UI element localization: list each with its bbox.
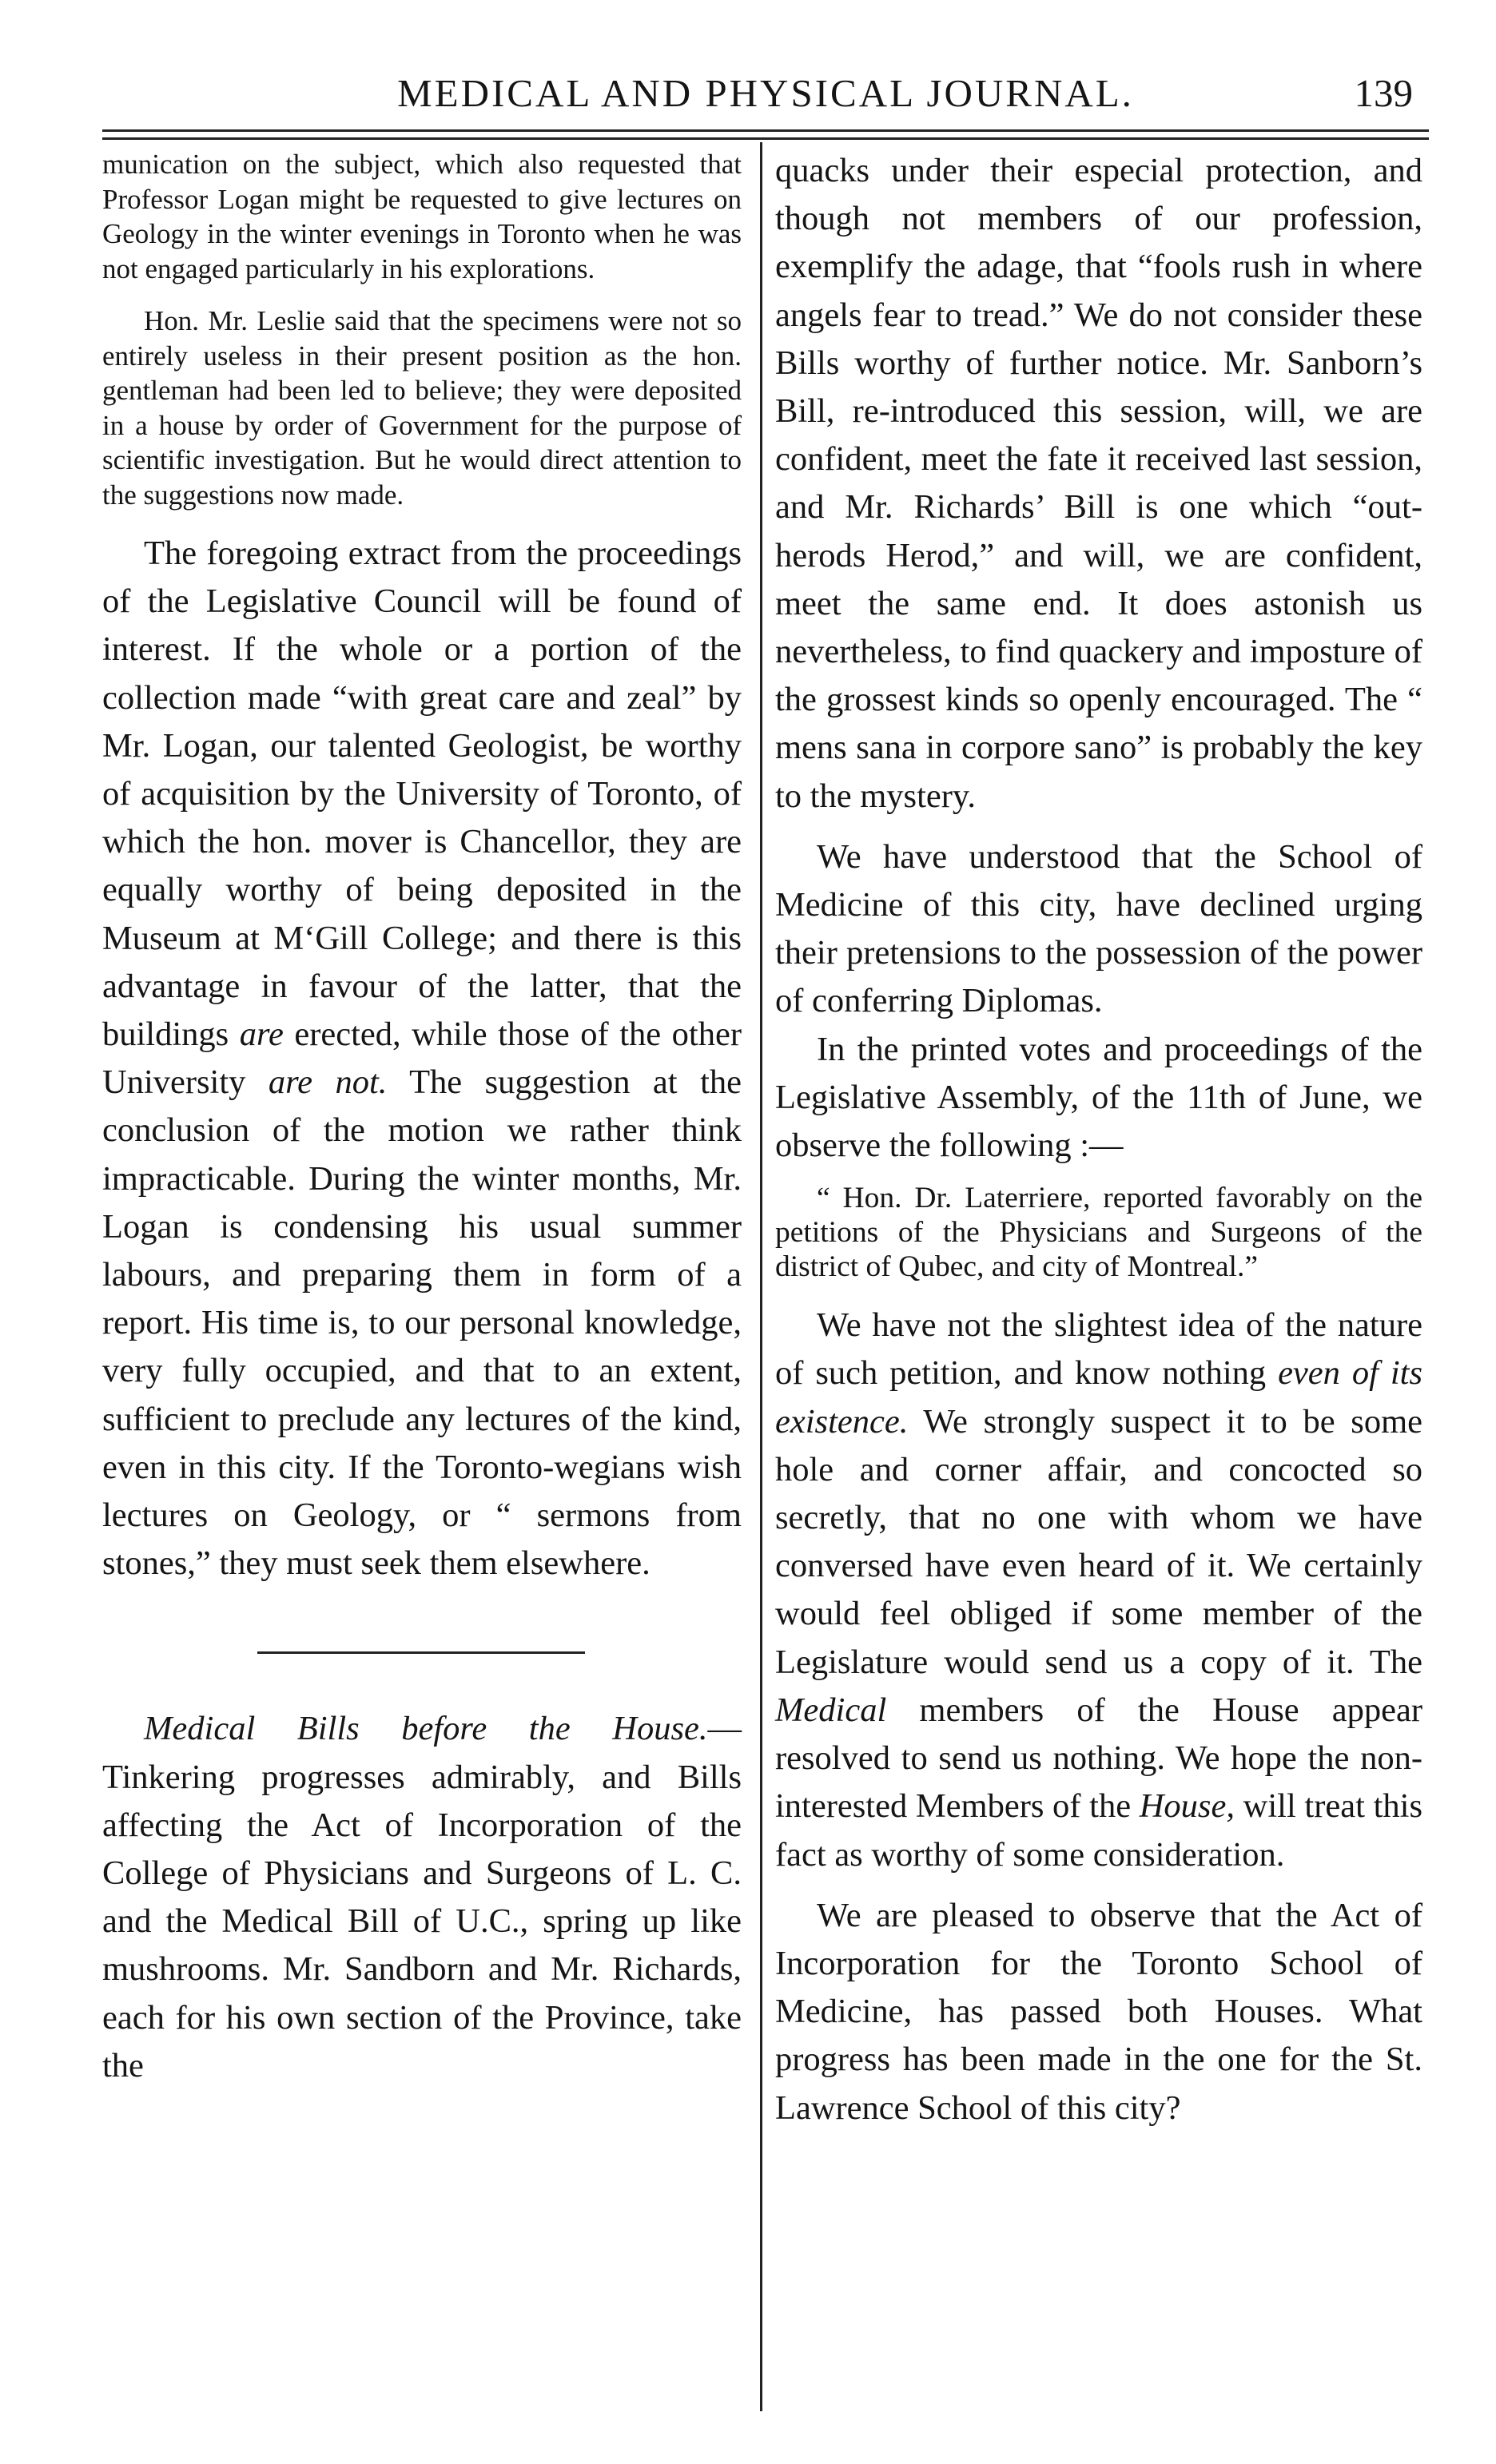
- emphasis-existence: even of its existence.: [775, 1354, 1422, 1441]
- editorial-geology-text-3: The suggestion at the conclusion of the motion we rather think impracticable. During the winter months, Mr. Logan is condensing his usual summer labours, and preparing them in form of a report. His time is, to our personal knowledge, very fully occupied, and that to an extent, sufficient to preclude any lectures of the kind, even in this city. If the Toronto-wegians wish lectures on Geology, or “ sermons from stones,” they must seek them elsewhere.: [102, 1063, 742, 1583]
- running-title: MEDICAL AND PHYSICAL JOURNAL.: [397, 71, 1134, 115]
- incorporation-paragraph: We are pleased to observe that the Act of Incorporation for the Toronto School of Medicine, has passed both Houses. What progress has been made in the one for the St. Lawrence School of this city?: [775, 1896, 1422, 2127]
- votes-proceedings-paragraph: In the printed votes and proceedings of the Legislative Assembly, of the 11th of June, we observe the following :—: [775, 1030, 1422, 1165]
- column-divider: [760, 142, 762, 2411]
- council-report-continued: munication on the subject, which also requested that Professor Logan might be requested to give lectures on Geology in the winter evenings in Toronto when he was not engaged particularly in his explorations.: [102, 149, 742, 284]
- school-of-medicine-paragraph: We have understood that the School of Medicine of this city, have declined urging their pretensions to the possession of the power of conferring Diplomas.: [775, 837, 1422, 1020]
- left-column: [102, 147, 742, 2090]
- page-number: 139: [1354, 71, 1413, 115]
- laterriere-quote: “ Hon. Dr. Laterriere, reported favorably on the petitions of the Physicians and Surgeons of the district of Qubec, and city of Montreal.”: [775, 1182, 1422, 1284]
- right-column: [775, 147, 1422, 2132]
- header-rule-top: [102, 129, 1429, 132]
- quacks-paragraph: quacks under their especial protection, and though not members of our profession, exemplify the adage, that “fools rush in where angels fear to tread.” We do not consider these Bills worthy of further notice. Mr. Sanborn’s Bill, re-introduced this session, will, we are confident, meet the fate it received last session, and Mr. Richards’ Bill is one which “out-herods Herod,” and will, we are confident, meet the same end. It does astonish us nevertheless, to find quackery and imposture of the grossest kinds so openly encouraged. The “ mens sana in corpore sano” is probably the key to the mystery.: [775, 152, 1422, 815]
- emphasis-medical: Medical: [775, 1691, 887, 1729]
- medical-bills-text: — Tinkering progresses admirably, and Bills affecting the Act of Incorporation of the College of Physicians and Surgeons of L. C. and the Medical Bill of U.C., spring up like mushrooms. Mr. Sandborn and Mr. Richards, each for his own section of the Province, take the: [102, 1710, 742, 2084]
- header-rule-bottom: [102, 137, 1429, 140]
- editorial-geology-text-1: The foregoing extract from the proceedings of the Legislative Council will be found of interest. If the whole or a portion of the collection made “with great care and zeal” by Mr. Logan, our talented Geologist, be worthy of acquisition by the University of Toronto, of which the hon. mover is Chancellor, they are equally worthy of being deposited in the Museum at M‘Gill College; and there is this advantage in favour of the latter, that the buildings: [102, 535, 742, 1054]
- emphasis-house: House,: [1139, 1787, 1235, 1826]
- petition-paragraph: [775, 1302, 1422, 1878]
- emphasis-are-1: are: [239, 1015, 284, 1054]
- petition-text-2: We strongly suspect it to be some hole and corner affair, and concocted so secretly, that no one with whom we have conversed have even heard of it. We certainly would feel obliged if some member of the Legislature would send us a copy of it. The: [775, 1402, 1422, 1681]
- petition-text-1: We have not the slightest idea of the nature of such petition, and know nothing: [775, 1306, 1422, 1393]
- medical-bills-heading: Medical Bills before the House.: [144, 1710, 708, 1748]
- leslie-reply: Hon. Mr. Leslie said that the specimens were not so entirely useless in their present position as the hon. gentleman had been led to believe; they were deposited in a house by order of Government for the purpose of scientific investigation. But he would direct attention to the suggestions now made.: [102, 305, 742, 511]
- medical-bills-paragraph: [102, 1705, 742, 2090]
- editorial-geology-text-2: erected, while those of the other University: [102, 1015, 742, 1102]
- section-separator: [257, 1651, 585, 1654]
- petition-text-4: will treat this fact as worthy of some consideration.: [775, 1787, 1422, 1874]
- editorial-geology: [102, 530, 742, 1588]
- emphasis-are-not: are not.: [268, 1063, 388, 1102]
- page-header: [102, 70, 1429, 126]
- petition-text-3: members of the House appear resolved to send us nothing. We hope the non-interested Members of the: [775, 1691, 1422, 1826]
